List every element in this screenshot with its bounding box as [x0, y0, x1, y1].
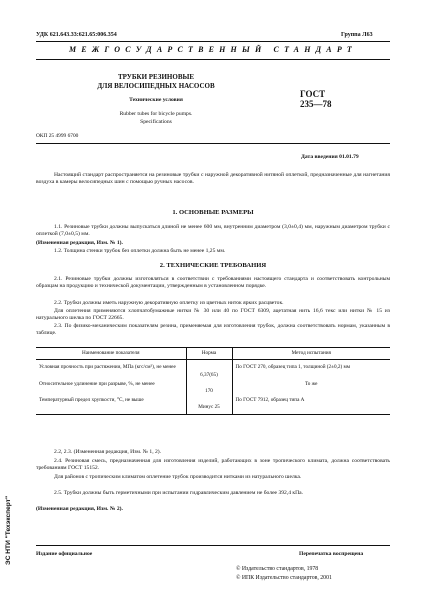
standard-banner: МЕЖГОСУДАРСТВЕННЫЙ СТАНДАРТ — [68, 45, 358, 54]
paragraph-2-2-threads: Для оплетения применяются хлопчатобумажные нитки № 30 или 40 по ГОСТ 6309, ацетатная нить 16,6 текс или нитки № 15 из натурального шелка по ГОСТ 22665. — [36, 308, 390, 322]
paragraph-1-1: 1.1. Резиновые трубки должны выпускаться длиной не менее 600 мм, внутренним диаметром (3,0±0,4) мм, наружным диаметром трубки с оплеткой (7,0±0,5) мм. — [36, 224, 390, 238]
title-block — [36, 73, 276, 91]
subtitle: Технические условия — [129, 97, 183, 103]
english-title — [36, 111, 276, 126]
top-rule — [36, 41, 390, 42]
gost-number — [300, 89, 332, 109]
column-header-method: Метод испытания — [232, 348, 390, 360]
udk-code: УДК 621.643.33:621.65:006.354 — [36, 32, 117, 38]
table-cell-name: Условная прочность при растяжении, МПа (кгс/см²), не менее — [39, 364, 176, 370]
table-header-row — [36, 348, 390, 360]
title-line-2: ДЛЯ ВЕЛОСИПЕДНЫХ НАСОСОВ — [97, 82, 215, 90]
english-title-line-2: Specifications — [140, 118, 172, 125]
table-row — [36, 380, 390, 396]
table-cell-norm: Минус 25 — [186, 396, 232, 415]
column-header-norm: Норма — [186, 348, 232, 360]
table-cell-norm: 6,37(65) — [186, 360, 232, 381]
intro-date: Дата введения 01.01.79 — [301, 154, 359, 160]
paragraph-2-4-silk: Для районов с тропическим климатом оплетение трубок производится нитками из натурального шелка. — [54, 474, 302, 480]
footer-rule — [36, 545, 390, 546]
group-code: Группа Л63 — [341, 32, 373, 38]
reprint-notice: Перепечатка воспрещена — [299, 551, 364, 557]
properties-table — [36, 347, 390, 415]
title-line-1: ТРУБКИ РЕЗИНОВЫЕ — [117, 73, 195, 81]
paragraph-2-2: 2.2. Трубки должны иметь наружную декоративную оплетку из цветных ниток ярких расцветок. — [54, 300, 284, 306]
amendment-note-1: (Измененная редакция, Изм. № 1). — [36, 240, 123, 246]
table-row — [36, 360, 390, 381]
banner-rule — [36, 59, 390, 60]
table-cell-name: Температурный предел хрупкости, °С, не выше — [36, 396, 186, 415]
english-title-line-1: Rubber tubes for bicycle pumps. — [119, 111, 193, 117]
okp-rule — [36, 143, 390, 144]
paragraph-1-2: 1.2. Толщина стенки трубок без оплетки должна быть не менее 1,25 мм. — [54, 248, 226, 254]
section-2-heading: 2. ТЕХНИЧЕСКИЕ ТРЕБОВАНИЯ — [159, 262, 267, 269]
amendment-note-2-2-2-3: 2.2, 2.3. (Измененная редакция, Изм. № 1, 2). — [54, 449, 162, 455]
table-cell-norm: 170 — [186, 380, 232, 396]
paragraph-2-3: 2.3. По физико-механическим показателям резина, применяемая для изготовления трубок, должна соответствовать нормам, указанным в таблице. — [36, 323, 390, 337]
official-edition: Издание официальное — [36, 551, 93, 557]
table-cell-name: Относительное удлинение при разрыве, %, не менее — [39, 381, 155, 387]
paragraph-2-5: 2.5. Трубки должны быть герметичными при испытании гидравлическим давлением не более 392,4 кПа. — [54, 490, 304, 496]
copyright-1978: © Издательство стандартов, 1978 — [236, 566, 319, 572]
gost-code: 235—78 — [300, 99, 332, 109]
column-header-name: Наименование показателя — [36, 348, 186, 360]
vertical-stamp: ЭС НТИ "Техэксперт" — [5, 495, 12, 565]
section-1-heading: 1. ОСНОВНЫЕ РАЗМЕРЫ — [172, 209, 254, 216]
intro-paragraph: Настоящий стандарт распространяется на резиновые трубки с наружной декоративной нитяной оплеткой, предназначенные для нагнетания воздуха в камеры велосипедных шин с помощью ручных насосов. — [36, 172, 390, 186]
table-row — [36, 396, 390, 415]
table-cell-method: То же — [305, 381, 318, 387]
table-cell-method: По ГОСТ 270, образец типа 1, толщиной (2±0,2) мм — [235, 364, 351, 370]
paragraph-2-1: 2.1. Резиновые трубки должны изготовляться в соответствии с требованиями настоящего стандарта и соответствовать контрольным образцам на продукцию и технической документации, утвержденным в установленном порядке. — [36, 276, 390, 290]
table-cell-method: По ГОСТ 7912, образец типа А — [232, 396, 390, 415]
copyright-2001: © ИПК Издательство стандартов, 2001 — [236, 575, 332, 581]
gost-label: ГОСТ — [300, 89, 326, 99]
amendment-note-2: (Измененная редакция, Изм. № 2). — [36, 506, 123, 512]
okp-code: ОКП 25 4999 6700 — [36, 133, 79, 139]
paragraph-2-4: 2.4. Резиновая смесь, предназначенная для изготовления изделий, работающих в зоне тропического климата, должна соответствовать требованиям ГОСТ 15152. — [36, 458, 390, 472]
